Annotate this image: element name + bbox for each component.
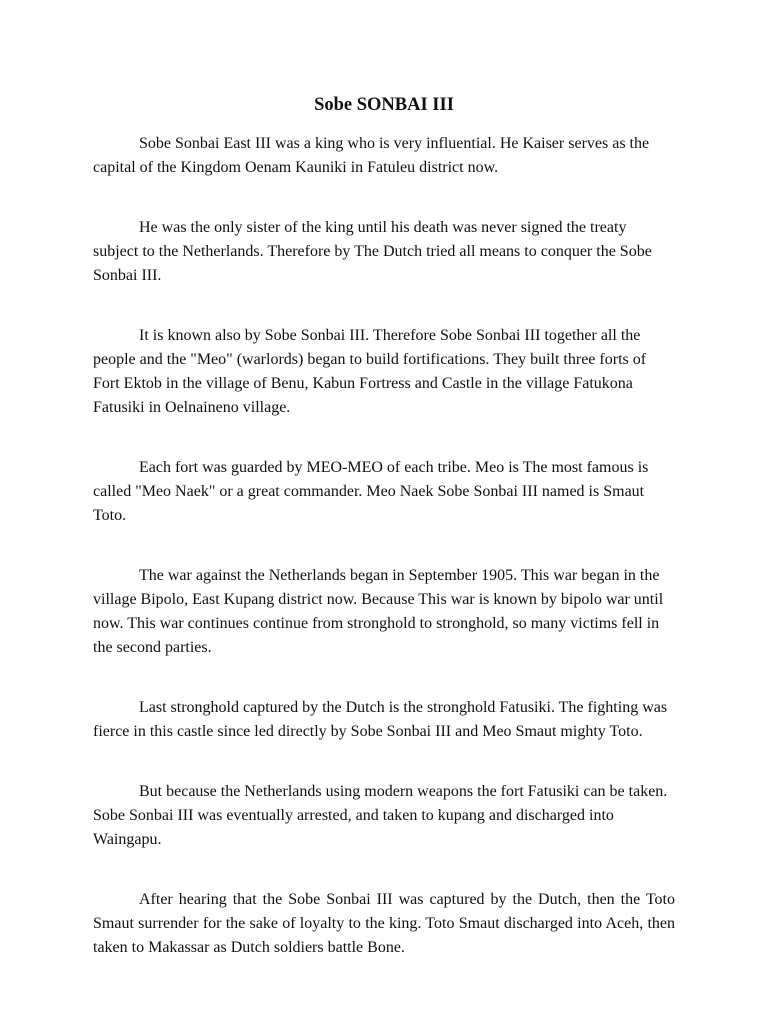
paragraph-3: It is known also by Sobe Sonbai III. Therefore Sobe Sonbai III together all the people and the "Meo" (warlords) began to build fortifications. They built three forts of Fort Ektob in the village of Benu, Kabun Fortress and Castle in the village Fatukona Fatusiki in Oelnaineno village. [93, 327, 647, 416]
paragraph-8: After hearing that the Sobe Sonbai III was captured by the Dutch, then the Toto Smaut surrender for the sake of loyalty to the king. Toto Smaut discharged into Aceh, then taken to Makassar as Dutch soldiers battle Bone. [93, 891, 675, 956]
paragraph-6: Last stronghold captured by the Dutch is the stronghold Fatusiki. The fighting was fierce in this castle since led directly by Sobe Sonbai III and Meo Smaut mighty Toto. [93, 699, 668, 740]
paragraph-1: Sobe Sonbai East III was a king who is very influential. He Kaiser serves as the capital of the Kingdom Oenam Kauniki in Fatuleu district now. [93, 135, 650, 176]
document-body [93, 132, 675, 996]
page-title: Sobe SONBAI III [314, 95, 454, 115]
paragraph-5: The war against the Netherlands began in September 1905. This war began in the village Bipolo, East Kupang district now. Because This war is known by bipolo war until now. This war continues continue from stronghold to stronghold, so many victims fell in the second parties. [93, 567, 664, 656]
paragraph-7: But because the Netherlands using modern weapons the fort Fatusiki can be taken. Sobe Sonbai III was eventually arrested, and taken to kupang and discharged into Waingapu. [93, 783, 668, 848]
paragraph-2: He was the only sister of the king until his death was never signed the treaty subject to the Netherlands. Therefore by The Dutch tried all means to conquer the Sobe Sonbai III. [93, 219, 652, 284]
paragraph-4: Each fort was guarded by MEO-MEO of each tribe. Meo is The most famous is called "Meo Naek" or a great commander. Meo Naek Sobe Sonbai III named is Smaut Toto. [93, 459, 649, 524]
